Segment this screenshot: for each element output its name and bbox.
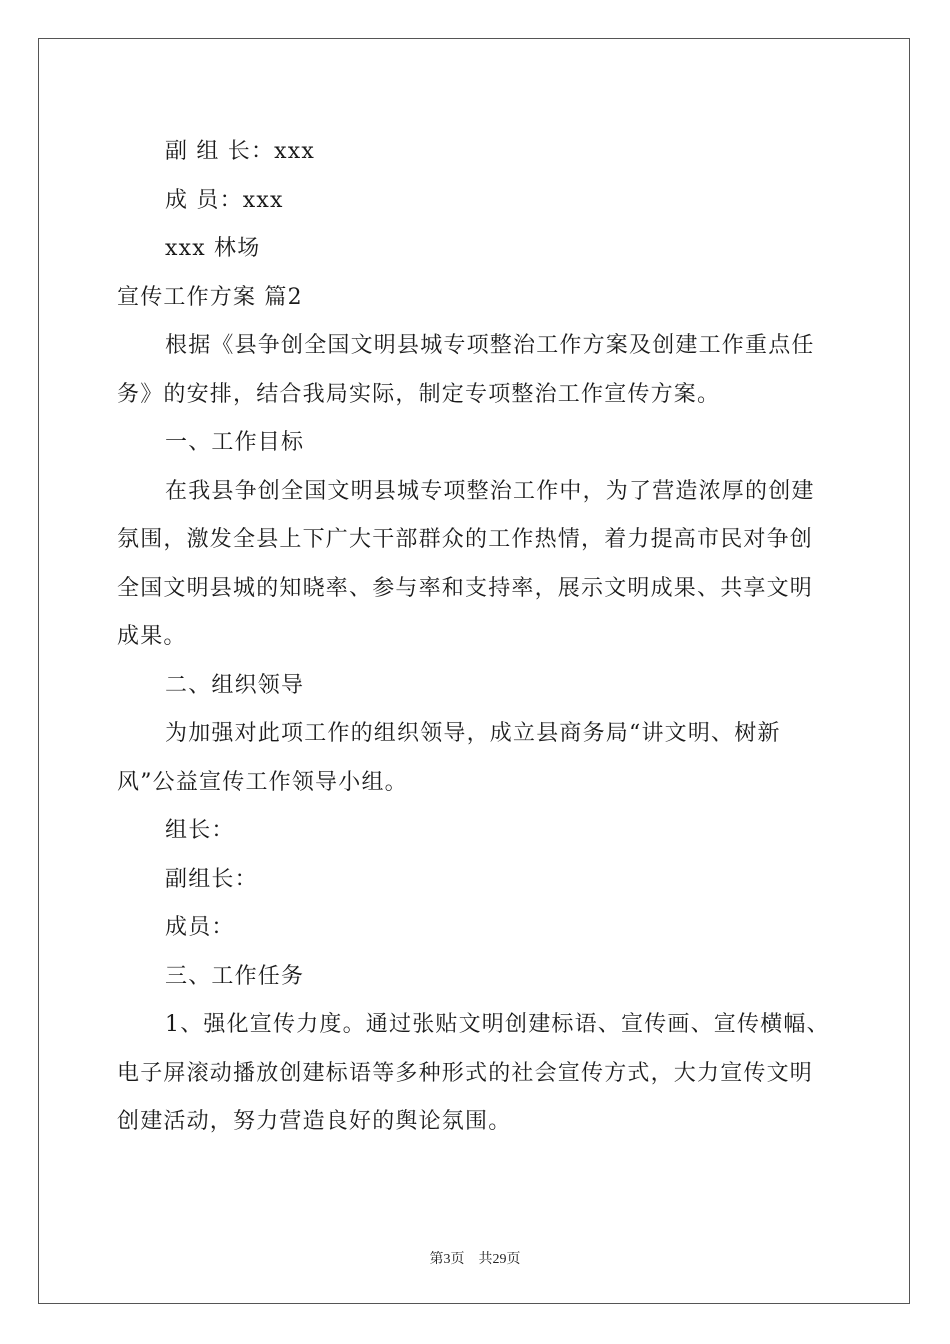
goals-line-3: 全国文明县城的知晓率、参与率和支持率，展示文明成果、共享文明 — [117, 575, 814, 601]
page-number: 第3页 — [429, 1252, 465, 1267]
document-body — [117, 128, 842, 1147]
deputy-leader-line: 副 组 长：xxx — [165, 139, 316, 164]
forest-farm-line: xxx 林场 — [165, 236, 261, 261]
goals-line-2: 氛围，激发全县上下广大干部群众的工作热情，着力提高市民对争创 — [117, 527, 814, 552]
tasks-line-3: 创建活动，努力营造良好的舆论氛围。 — [117, 1109, 512, 1134]
intro-paragraph — [117, 322, 842, 419]
goals-line-1: 在我县争创全国文明县城专项整治工作中，为了营造浓厚的创建 — [165, 478, 815, 504]
organization-line-2: 风”公益宣传工作领导小组。 — [117, 769, 408, 795]
page-footer — [0, 1248, 950, 1268]
heading-tasks: 三、工作任务 — [165, 963, 305, 989]
intro-line-1: 根据《县争创全国文明县城专项整治工作方案及创建工作重点任 — [165, 333, 815, 358]
members-line: 成 员：xxx — [165, 187, 284, 213]
page-total: 共29页 — [478, 1252, 521, 1267]
organization-line-1: 为加强对此项工作的组织领导，成立县商务局“讲文明、树新 — [165, 721, 781, 746]
leader-line: 组长： — [165, 818, 235, 843]
deputy-line: 副组长： — [165, 866, 258, 892]
goals-line-4: 成果。 — [117, 624, 187, 649]
intro-line-2: 务》的安排，结合我局实际，制定专项整治工作宣传方案。 — [117, 381, 721, 407]
tasks-line-1: 1、强化宣传力度。通过张贴文明创建标语、宣传画、宣传横幅、 — [165, 1012, 830, 1037]
goals-paragraph — [117, 468, 842, 662]
heading-goals: 一、工作目标 — [165, 430, 305, 455]
organization-paragraph — [117, 710, 842, 807]
tasks-line-2: 电子屏滚动播放创建标语等多种形式的社会宣传方式，大力宣传文明 — [117, 1060, 814, 1086]
heading-organization: 二、组织领导 — [165, 672, 305, 698]
tasks-paragraph — [117, 1001, 842, 1147]
section-title: 宣传工作方案 篇2 — [117, 284, 303, 310]
member-line: 成员： — [165, 915, 235, 940]
